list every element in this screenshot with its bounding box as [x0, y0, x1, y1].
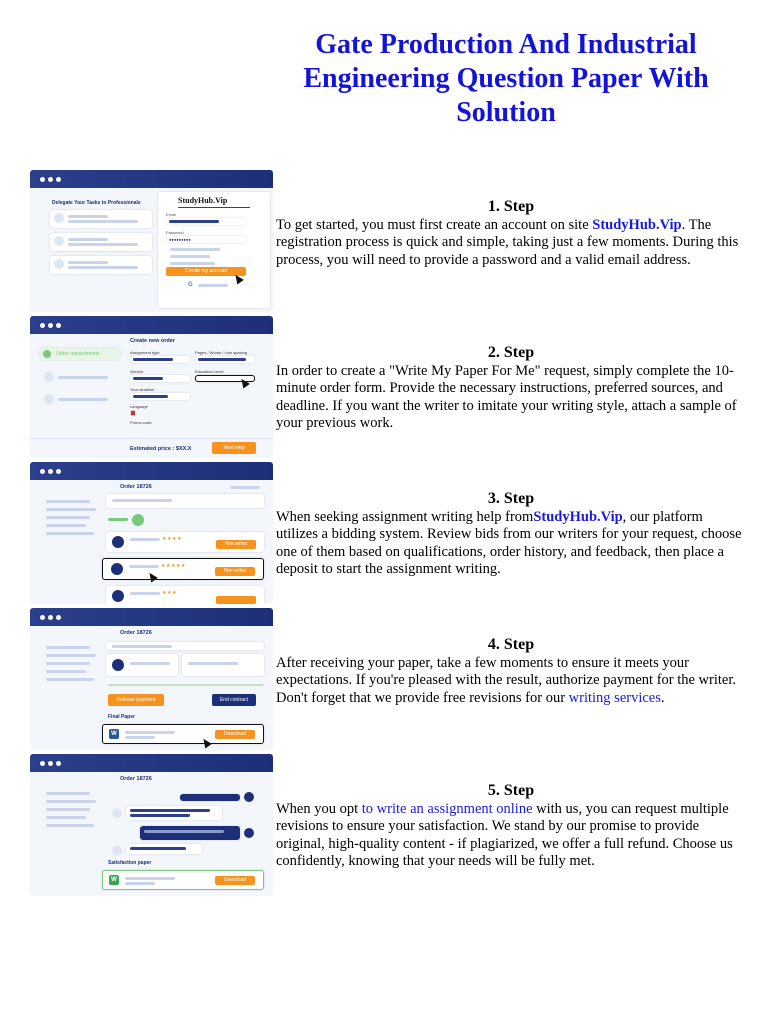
window-dot-icon [48, 323, 53, 328]
avatar [112, 659, 124, 671]
studyhub-link[interactable]: StudyHub.Vip [592, 216, 682, 233]
delegate-heading: Delegate Your Tasks to Professionals [52, 200, 141, 206]
mock-card [106, 494, 264, 508]
browser-bar [30, 170, 273, 188]
window-dot-icon [40, 323, 45, 328]
order-number: Order 18726 [120, 776, 152, 782]
writer-bid [106, 586, 264, 604]
avatar [244, 792, 254, 802]
window-dot-icon [48, 469, 53, 474]
mock-card [50, 210, 152, 228]
mock-card [50, 233, 152, 251]
hire-writer-button[interactable]: Hire writer [216, 540, 256, 549]
final-paper-file [102, 724, 264, 744]
assignment-type-label: Assignment type [130, 350, 160, 355]
writing-services-link[interactable]: writing services [568, 689, 661, 706]
step-2 [30, 316, 750, 460]
step-text-part: To get started, you must first create an account on site [276, 216, 593, 233]
mock-card [106, 642, 264, 650]
window-dot-icon [40, 615, 45, 620]
window-dot-icon [48, 761, 53, 766]
mock-card [106, 654, 178, 676]
write-assignment-link[interactable]: to write an assignment online [361, 800, 533, 817]
step-text-part: After receiving your paper, take a few moments to ensure it meets your expectations. If you're pleased with the result, authorize payment for the writer. Don't forget that we provide free revisions for our [276, 654, 737, 706]
step-1-screenshot [30, 170, 273, 312]
email-field[interactable] [166, 218, 246, 225]
next-step-button[interactable]: Next step [212, 442, 256, 454]
writer-bid [106, 532, 264, 552]
rating-stars: ★★★★ [162, 536, 182, 542]
avatar [244, 828, 254, 838]
step-5 [30, 754, 750, 898]
pages-label: Pages / Words / Line spacing [195, 350, 247, 355]
education-label: Education Level [195, 369, 224, 374]
step-4 [30, 608, 750, 752]
step-text-part: When you opt [276, 800, 362, 817]
service-select[interactable] [130, 375, 190, 382]
password-label: Password [166, 230, 184, 235]
release-payment-button[interactable]: Release payment [108, 694, 164, 706]
create-account-button[interactable]: Create my account [166, 267, 246, 276]
password-field[interactable]: ●●●●●●●●● [166, 236, 246, 243]
chat-message-sent [180, 794, 240, 801]
step-3-screenshot [30, 462, 273, 604]
step-3 [30, 462, 750, 606]
window-dot-icon [56, 615, 61, 620]
word-file-icon: W [109, 875, 119, 885]
window-dot-icon [40, 177, 45, 182]
step-text-part: When seeking assignment writing help from [276, 508, 534, 525]
signup-card [158, 192, 270, 308]
mock-card [182, 654, 264, 676]
estimated-price: Estimated price : $XX.X [130, 446, 192, 452]
step-text-part: with us, you can request multiple revisions to ensure your satisfaction. We stand by our promise to provide original, high-quality content - if plagiarized, we offer a full refund. Choose us confidently, knowing that your needs will be fully met. [276, 800, 733, 869]
step-4-screenshot [30, 608, 273, 750]
hire-writer-button[interactable]: Hire writer [215, 567, 255, 576]
step-text-part: In order to create a "Write My Paper For Me" request, simply complete the 10-minute order form. Provide the necessary instructions, preferred sources, and deadline. If you want the writer to imitate your writing style, attach a sample of your previous work. [276, 362, 737, 431]
writer-bid-selected [102, 558, 264, 580]
chat-message-received [126, 806, 222, 820]
google-icon[interactable]: G [188, 282, 193, 288]
step-heading: 4. Step [487, 636, 535, 653]
word-file-icon: W [109, 729, 119, 739]
step-text-part: . The registration process is quick and simple, taking just a few moments. During this process, you will need to provide a password and a valid email address. [276, 216, 739, 268]
deadline-label: Your deadline [130, 387, 155, 392]
order-requirements-item[interactable]: Order requirements [40, 348, 120, 360]
step-5-text [276, 782, 746, 871]
order-number: Order 18726 [120, 484, 152, 490]
mock-card [50, 256, 152, 274]
pages-select[interactable] [195, 356, 255, 363]
step-2-screenshot [30, 316, 273, 458]
email-label: Email [166, 212, 177, 217]
assignment-type-select[interactable] [130, 356, 190, 363]
window-dot-icon [56, 761, 61, 766]
step-text-part: . [660, 689, 665, 706]
chat-message-received [126, 844, 202, 854]
window-dot-icon [56, 469, 61, 474]
step-1-text [276, 198, 746, 269]
service-label: Service [130, 369, 144, 374]
chat-message-sent [140, 826, 240, 840]
step-heading: 5. Step [487, 782, 535, 799]
step-1 [30, 170, 750, 314]
step-5-screenshot [30, 754, 273, 896]
browser-bar [30, 608, 273, 626]
flag-icon: ▆ [131, 410, 135, 416]
promo-label: Promo code [130, 420, 152, 425]
satisfaction-paper-label: Satisfaction paper [108, 860, 152, 866]
final-paper-label: Final Paper [108, 714, 135, 720]
browser-bar [30, 316, 273, 334]
step-4-text [276, 636, 746, 707]
download-button[interactable]: Download [215, 876, 255, 885]
window-dot-icon [56, 177, 61, 182]
browser-bar [30, 462, 273, 480]
step-heading: 1. Step [487, 198, 535, 215]
deadline-select[interactable] [130, 393, 190, 400]
window-dot-icon [56, 323, 61, 328]
avatar [112, 536, 124, 548]
step-text-part: , our platform utilizes a bidding system. Review bids from our writers for your request, choose one of them based on qualifications, order history, and feedback, then place a deposit to start the assignment writing. [276, 508, 742, 577]
step-2-text [276, 344, 746, 433]
rating-stars: ★★★ [162, 590, 177, 596]
step-heading: 2. Step [487, 344, 535, 361]
avatar [111, 563, 123, 575]
window-dot-icon [48, 615, 53, 620]
window-dot-icon [40, 761, 45, 766]
window-dot-icon [40, 469, 45, 474]
step-3-text [276, 490, 746, 579]
avatar [112, 590, 124, 602]
studyhub-link[interactable]: StudyHub.Vip [533, 508, 623, 525]
create-order-heading: Create new order [130, 338, 175, 344]
hire-writer-button[interactable] [216, 596, 256, 604]
end-contract-button[interactable]: End contract [212, 694, 256, 706]
order-number: Order 18726 [120, 630, 152, 636]
rating-stars: ★★★★★ [161, 563, 186, 569]
window-dot-icon [48, 177, 53, 182]
studyhub-logo: StudyHub.Vip [178, 196, 228, 205]
browser-bar [30, 754, 273, 772]
download-button[interactable]: Download [215, 730, 255, 739]
satisfaction-paper-file [102, 870, 264, 890]
language-label: Language [130, 404, 148, 409]
step-heading: 3. Step [487, 490, 535, 507]
page-title: Gate Production And Industrial Engineering Question Paper With Solution [303, 29, 709, 128]
